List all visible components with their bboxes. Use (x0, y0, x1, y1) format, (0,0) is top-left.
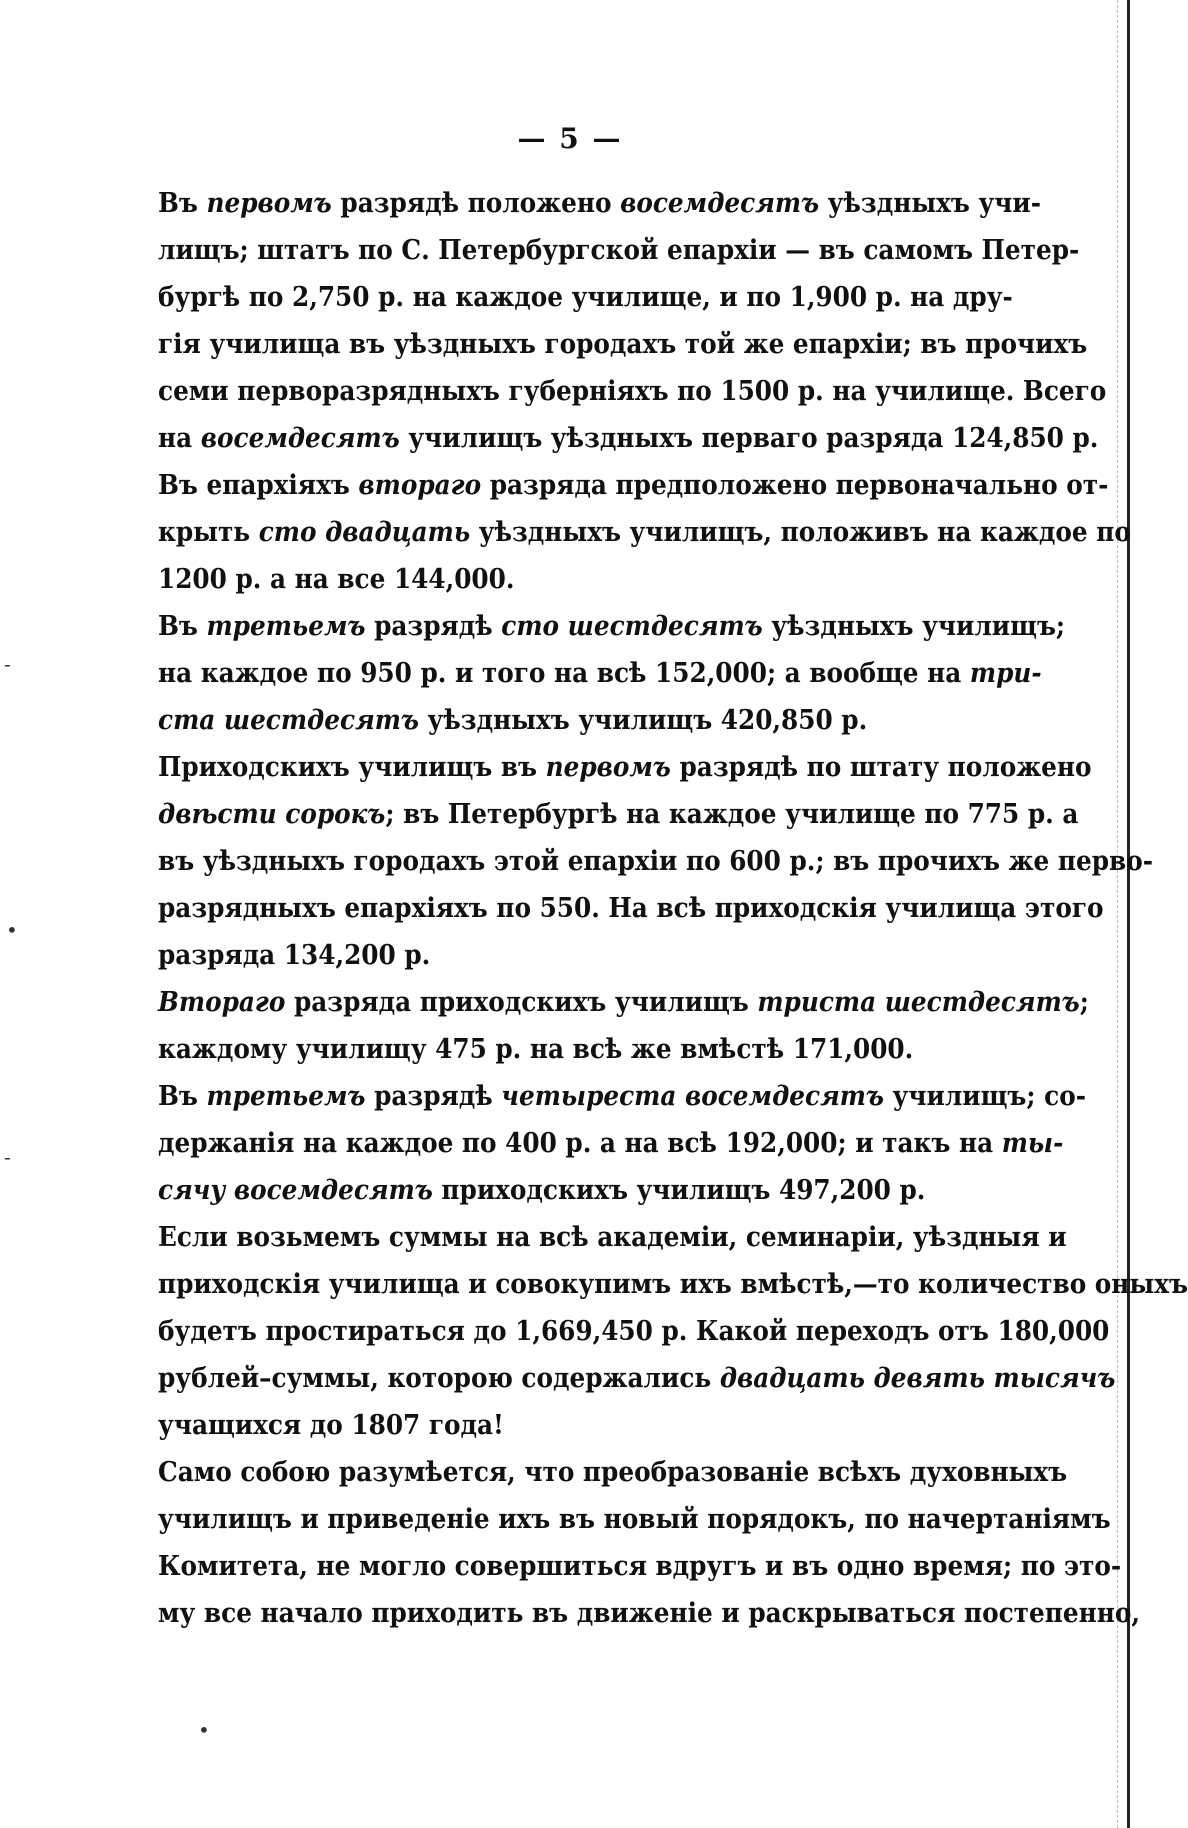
text-line (158, 1308, 1110, 1355)
text-run: Приходскихъ училищъ въ (158, 751, 546, 783)
page-edge-border (1127, 0, 1130, 1828)
text-run: семи перворазрядныхъ губерніяхъ по 1500 р. на училище. Всего (158, 375, 1107, 407)
text-run: училищъ уѣздныхъ перваго разряда 124,850 р. (399, 422, 1099, 454)
text-line (158, 509, 1131, 556)
text-run: приходскихъ училищъ 497,200 р. (432, 1174, 926, 1206)
emphasis-text: Втораго (158, 986, 286, 1018)
emphasis-text: двѣсти сорокъ (158, 798, 386, 830)
text-run: разрядныхъ епархіяхъ по 550. На всѣ приходскія училища этого (158, 892, 1104, 924)
text-line (158, 556, 1010, 603)
text-run: разряда предположено первоначально от- (481, 469, 1109, 501)
text-run: уѣздныхъ училищъ; (762, 610, 1066, 642)
emphasis-text: первомъ (545, 751, 671, 783)
text-line (158, 1543, 1122, 1590)
text-line (158, 227, 1080, 274)
text-line (158, 838, 1154, 885)
text-run: разрядѣ (365, 1080, 502, 1112)
text-run: 1200 р. а на все 144,000. (158, 563, 515, 595)
text-run: на (158, 422, 201, 454)
margin-speck: • (198, 1718, 210, 1742)
text-run: приходскія училища и совокупимъ ихъ вмѣстѣ,—то количество оныхъ (158, 1268, 1188, 1300)
text-run: лищъ; штатъ по С. Петербургской епархіи — въ самомъ Петер- (158, 234, 1080, 266)
emphasis-text: четыреста восемдесятъ (501, 1080, 884, 1112)
text-line (158, 791, 1079, 838)
text-run: Само собою разумѣется, что преобразованіе всѣхъ духовныхъ (158, 1456, 1068, 1488)
text-run: на каждое по 950 р. и того на всѣ 152,000; а вообще на (158, 657, 970, 689)
text-line (158, 650, 1042, 697)
emphasis-text: восемдесятъ (620, 187, 820, 219)
paragraph-first-line (158, 1214, 1067, 1261)
text-line (158, 415, 1099, 462)
text-line (158, 1120, 1064, 1167)
text-run: ; въ Петербургѣ на каждое училище по 775 р. а (385, 798, 1079, 830)
text-run: въ уѣздныхъ городахъ этой епархіи по 600 р.; въ прочихъ же перво- (158, 845, 1154, 877)
text-line (158, 1167, 1010, 1214)
emphasis-text: ста шестдесятъ (158, 704, 419, 736)
text-line (158, 1261, 1188, 1308)
paragraph-first-line (158, 180, 1042, 227)
paragraph-first-line (158, 1449, 1068, 1496)
text-line (158, 368, 1107, 415)
text-run: Въ (158, 610, 207, 642)
emphasis-text: восемдесятъ (200, 422, 400, 454)
paragraph-first-line (158, 744, 1092, 791)
text-run: Въ (158, 187, 207, 219)
text-line (158, 1402, 1010, 1449)
text-run: разряда приходскихъ училищъ (285, 986, 758, 1018)
text-run: разрядѣ (365, 610, 502, 642)
text-line (158, 885, 1104, 932)
text-run: рублей–суммы, которою содержались (158, 1362, 720, 1394)
text-run: разрядѣ положено (331, 187, 621, 219)
emphasis-text: сто шестдесятъ (501, 610, 763, 642)
text-line (158, 321, 1088, 368)
text-line (158, 1590, 1140, 1637)
text-run: Комитета, не могло совершиться вдругъ и въ одно время; по это- (158, 1550, 1122, 1582)
text-line (158, 932, 1010, 979)
emphasis-text: третьемъ (206, 610, 366, 642)
paragraph-first-line (158, 979, 1089, 1026)
emphasis-text: втораго (358, 469, 482, 501)
emphasis-text: три- (969, 657, 1042, 689)
text-line (158, 1355, 1116, 1402)
emphasis-text: сто двадцать (258, 516, 471, 548)
body-text (158, 180, 1188, 1637)
text-run: держанія на каждое по 400 р. а на всѣ 192,000; и такъ на (158, 1127, 1002, 1159)
emphasis-text: двадцать девять тысячъ (719, 1362, 1116, 1394)
text-run: училищъ и приведеніе ихъ въ новый порядокъ, по начертаніямъ (158, 1503, 1111, 1535)
emphasis-text: сячу восемдесятъ (158, 1174, 433, 1206)
emphasis-text: первомъ (206, 187, 332, 219)
text-run: разрядѣ по штату положено (670, 751, 1092, 783)
text-run: будетъ простираться до 1,669,450 р. Какой переходъ отъ 180,000 (158, 1315, 1110, 1347)
margin-speck: - (4, 1145, 11, 1169)
text-line (158, 697, 1010, 744)
text-line (158, 274, 1013, 321)
margin-speck: • (6, 918, 18, 942)
text-run: разряда 134,200 р. (158, 939, 431, 971)
text-line (158, 1496, 1111, 1543)
page-number: — 5 — (517, 122, 623, 155)
text-run: гія училища въ уѣздныхъ городахъ той же епархіи; въ прочихъ (158, 328, 1088, 360)
text-run: уѣздныхъ учи- (819, 187, 1042, 219)
text-run: каждому училищу 475 р. на всѣ же вмѣстѣ 171,000. (158, 1033, 914, 1065)
text-run: му все начало приходить въ движеніе и раскрываться постепенно, (158, 1597, 1140, 1629)
emphasis-text: триста шестдесятъ (757, 986, 1080, 1018)
text-line (158, 1026, 1010, 1073)
text-run: Въ епархіяхъ (158, 469, 359, 501)
text-run: Если возьмемъ суммы на всѣ академіи, семинаріи, уѣздныя и (158, 1221, 1067, 1253)
text-run: уѣздныхъ училищъ, положивъ на каждое по (470, 516, 1131, 548)
paragraph-first-line (158, 603, 1066, 650)
paragraph-first-line (158, 462, 1109, 509)
margin-speck: - (4, 652, 11, 676)
paragraph-first-line (158, 1073, 1086, 1120)
emphasis-text: ты- (1001, 1127, 1064, 1159)
text-run: Въ (158, 1080, 207, 1112)
text-run: училищъ; со- (883, 1080, 1086, 1112)
text-run: бургѣ по 2,750 р. на каждое училище, и по 1,900 р. на дру- (158, 281, 1013, 313)
emphasis-text: третьемъ (206, 1080, 366, 1112)
text-run: ; (1079, 986, 1089, 1018)
text-run: крыть (158, 516, 259, 548)
text-run: уѣздныхъ училищъ 420,850 р. (418, 704, 868, 736)
text-run: учащихся до 1807 года! (158, 1409, 504, 1441)
